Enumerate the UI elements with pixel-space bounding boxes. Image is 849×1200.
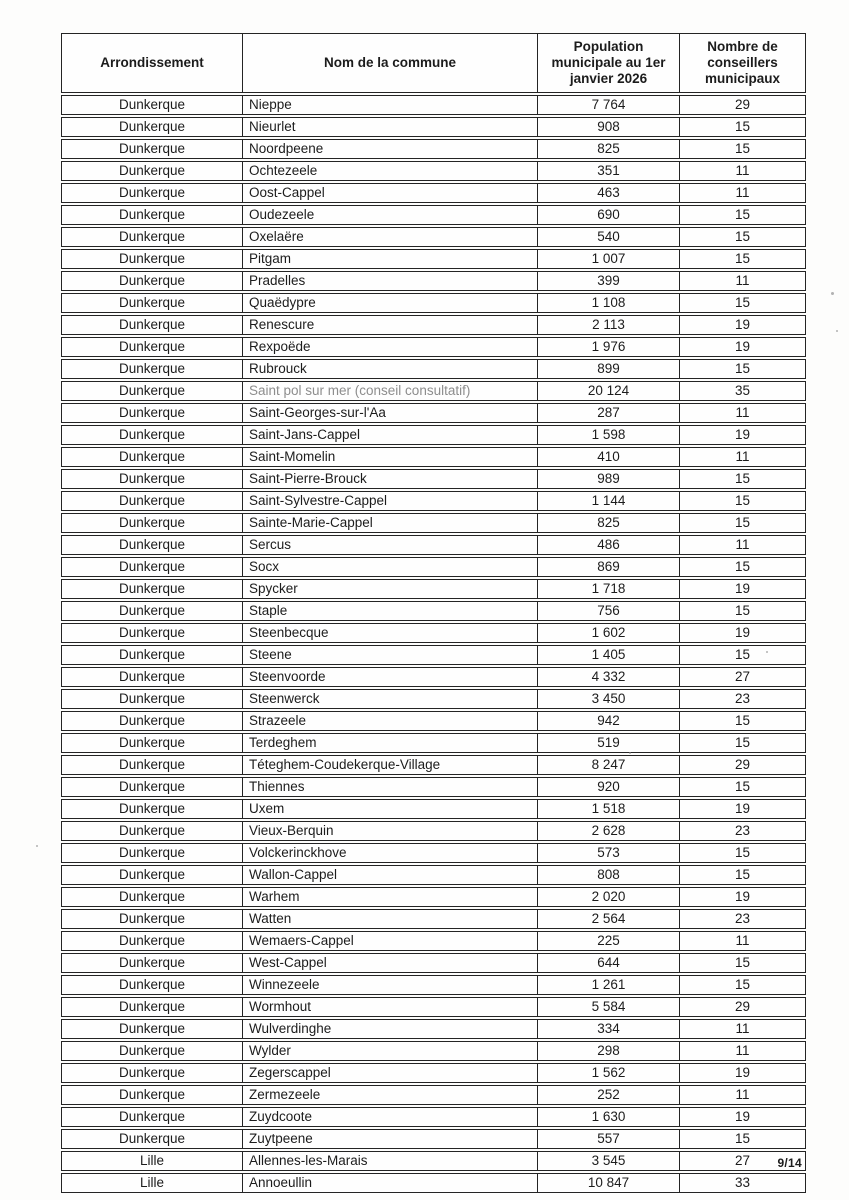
table-row [61,337,806,357]
table-header [61,33,806,93]
arrondissement-cell: Dunkerque [61,425,242,445]
arrondissement-cell: Dunkerque [61,887,242,907]
commune-cell: Oxelaëre [242,227,537,247]
conseillers-cell: 29 [679,95,806,115]
commune-cell: Saint-Jans-Cappel [242,425,537,445]
conseillers-cell: 27 [679,1151,806,1171]
table-row [61,777,806,797]
communes-table [61,31,806,1195]
conseillers-cell: 15 [679,645,806,665]
commune-cell: Uxem [242,799,537,819]
table-row [61,799,806,819]
arrondissement-cell: Dunkerque [61,755,242,775]
conseillers-cell: 15 [679,557,806,577]
commune-cell: Zuydcoote [242,1107,537,1127]
table-row [61,931,806,951]
conseillers-cell: 15 [679,205,806,225]
conseillers-cell: 11 [679,447,806,467]
table-row [61,1107,806,1127]
arrondissement-cell: Dunkerque [61,139,242,159]
arrondissement-cell: Dunkerque [61,601,242,621]
arrondissement-cell: Dunkerque [61,95,242,115]
population-cell: 942 [537,711,679,731]
table-row [61,1019,806,1039]
table-row [61,579,806,599]
population-cell: 1 602 [537,623,679,643]
arrondissement-cell: Dunkerque [61,865,242,885]
conseillers-cell: 19 [679,1063,806,1083]
population-cell: 644 [537,953,679,973]
scan-speck [831,292,834,295]
commune-cell: Pitgam [242,249,537,269]
commune-cell: Watten [242,909,537,929]
table-row [61,1041,806,1061]
table-row [61,227,806,247]
commune-cell: Allennes-les-Marais [242,1151,537,1171]
commune-cell: Zegerscappel [242,1063,537,1083]
conseillers-cell: 29 [679,997,806,1017]
population-cell: 1 405 [537,645,679,665]
column-header-conseillers: Nombre de conseillers municipaux [679,33,806,93]
commune-cell: Vieux-Berquin [242,821,537,841]
arrondissement-cell: Dunkerque [61,183,242,203]
commune-cell: Rubrouck [242,359,537,379]
conseillers-cell: 15 [679,865,806,885]
conseillers-cell: 19 [679,337,806,357]
conseillers-cell: 19 [679,799,806,819]
table-row [61,1151,806,1171]
conseillers-cell: 15 [679,953,806,973]
population-cell: 808 [537,865,679,885]
commune-cell: Noordpeene [242,139,537,159]
arrondissement-cell: Dunkerque [61,381,242,401]
population-cell: 756 [537,601,679,621]
arrondissement-cell: Dunkerque [61,931,242,951]
arrondissement-cell: Dunkerque [61,821,242,841]
conseillers-cell: 23 [679,909,806,929]
table-row [61,601,806,621]
population-cell: 989 [537,469,679,489]
conseillers-cell: 15 [679,227,806,247]
population-cell: 8 247 [537,755,679,775]
arrondissement-cell: Dunkerque [61,1019,242,1039]
conseillers-cell: 15 [679,293,806,313]
commune-cell: Ochtezeele [242,161,537,181]
conseillers-cell: 19 [679,887,806,907]
arrondissement-cell: Dunkerque [61,997,242,1017]
table-row [61,975,806,995]
table-row [61,535,806,555]
arrondissement-cell: Dunkerque [61,1063,242,1083]
conseillers-cell: 35 [679,381,806,401]
table-row [61,953,806,973]
arrondissement-cell: Dunkerque [61,645,242,665]
commune-cell: Wemaers-Cappel [242,931,537,951]
table-row [61,117,806,137]
arrondissement-cell: Dunkerque [61,1107,242,1127]
population-cell: 1 562 [537,1063,679,1083]
population-cell: 1 518 [537,799,679,819]
commune-cell: Saint pol sur mer (conseil consultatif) [242,381,537,401]
table-row [61,513,806,533]
population-cell: 825 [537,513,679,533]
commune-cell: Zermezeele [242,1085,537,1105]
commune-cell: Steenvoorde [242,667,537,687]
table-row [61,425,806,445]
commune-cell: Steenbecque [242,623,537,643]
population-cell: 1 108 [537,293,679,313]
conseillers-cell: 11 [679,535,806,555]
population-cell: 899 [537,359,679,379]
arrondissement-cell: Dunkerque [61,513,242,533]
arrondissement-cell: Dunkerque [61,249,242,269]
arrondissement-cell: Dunkerque [61,293,242,313]
population-cell: 1 261 [537,975,679,995]
table-row [61,667,806,687]
table-row [61,183,806,203]
column-header-population: Population municipale au 1er janvier 2026 [537,33,679,93]
conseillers-cell: 11 [679,403,806,423]
table-row [61,909,806,929]
population-cell: 225 [537,931,679,951]
population-cell: 557 [537,1129,679,1149]
table-body [61,95,806,1193]
commune-cell: Téteghem-Coudekerque-Village [242,755,537,775]
arrondissement-cell: Dunkerque [61,733,242,753]
arrondissement-cell: Dunkerque [61,227,242,247]
commune-cell: Sainte-Marie-Cappel [242,513,537,533]
scan-speck [836,330,838,332]
conseillers-cell: 15 [679,491,806,511]
population-cell: 1 630 [537,1107,679,1127]
table-row [61,469,806,489]
arrondissement-cell: Dunkerque [61,667,242,687]
population-cell: 825 [537,139,679,159]
table-row [61,205,806,225]
population-cell: 3 545 [537,1151,679,1171]
population-cell: 1 144 [537,491,679,511]
population-cell: 1 718 [537,579,679,599]
population-cell: 3 450 [537,689,679,709]
table-row [61,623,806,643]
conseillers-cell: 19 [679,425,806,445]
population-cell: 287 [537,403,679,423]
population-cell: 10 847 [537,1173,679,1193]
arrondissement-cell: Dunkerque [61,975,242,995]
table-row [61,865,806,885]
population-cell: 410 [537,447,679,467]
page-number: 9/14 [777,1156,802,1170]
conseillers-cell: 11 [679,1085,806,1105]
scan-speck [766,651,768,653]
population-cell: 920 [537,777,679,797]
arrondissement-cell: Dunkerque [61,117,242,137]
population-cell: 1 598 [537,425,679,445]
population-cell: 5 584 [537,997,679,1017]
conseillers-cell: 15 [679,117,806,137]
table-row [61,1085,806,1105]
commune-cell: Zuytpeene [242,1129,537,1149]
commune-cell: Volckerinckhove [242,843,537,863]
conseillers-cell: 11 [679,161,806,181]
commune-cell: Oost-Cappel [242,183,537,203]
table-row [61,161,806,181]
table-row [61,95,806,115]
population-cell: 1 007 [537,249,679,269]
conseillers-cell: 15 [679,711,806,731]
commune-cell: Winnezeele [242,975,537,995]
conseillers-cell: 19 [679,1107,806,1127]
population-cell: 4 332 [537,667,679,687]
conseillers-cell: 11 [679,931,806,951]
arrondissement-cell: Lille [61,1151,242,1171]
commune-cell: Rexpoëde [242,337,537,357]
table-row [61,997,806,1017]
arrondissement-cell: Dunkerque [61,1041,242,1061]
population-cell: 399 [537,271,679,291]
conseillers-cell: 29 [679,755,806,775]
arrondissement-cell: Dunkerque [61,535,242,555]
conseillers-cell: 23 [679,689,806,709]
commune-cell: Socx [242,557,537,577]
table-row [61,491,806,511]
commune-cell: Saint-Momelin [242,447,537,467]
table-row [61,887,806,907]
commune-cell: Saint-Georges-sur-l'Aa [242,403,537,423]
commune-cell: Oudezeele [242,205,537,225]
population-cell: 2 628 [537,821,679,841]
conseillers-cell: 15 [679,843,806,863]
table-row [61,293,806,313]
conseillers-cell: 19 [679,315,806,335]
arrondissement-cell: Dunkerque [61,1129,242,1149]
arrondissement-cell: Dunkerque [61,579,242,599]
population-cell: 1 976 [537,337,679,357]
arrondissement-cell: Dunkerque [61,909,242,929]
table-row [61,315,806,335]
table-row [61,139,806,159]
table-row [61,403,806,423]
commune-cell: Wylder [242,1041,537,1061]
table-row [61,381,806,401]
conseillers-cell: 15 [679,139,806,159]
conseillers-cell: 15 [679,249,806,269]
conseillers-cell: 15 [679,601,806,621]
arrondissement-cell: Dunkerque [61,161,242,181]
arrondissement-cell: Dunkerque [61,953,242,973]
conseillers-cell: 19 [679,623,806,643]
conseillers-cell: 11 [679,1019,806,1039]
population-cell: 2 564 [537,909,679,929]
population-cell: 252 [537,1085,679,1105]
column-header-arrondissement: Arrondissement [61,33,242,93]
table-row [61,557,806,577]
arrondissement-cell: Dunkerque [61,359,242,379]
commune-cell: Wallon-Cappel [242,865,537,885]
arrondissement-cell: Dunkerque [61,1085,242,1105]
commune-cell: Spycker [242,579,537,599]
commune-cell: Thiennes [242,777,537,797]
population-cell: 463 [537,183,679,203]
commune-cell: Annoeullin [242,1173,537,1193]
table-row [61,249,806,269]
header-row [61,33,806,93]
arrondissement-cell: Dunkerque [61,689,242,709]
table-row [61,271,806,291]
population-cell: 7 764 [537,95,679,115]
commune-cell: Staple [242,601,537,621]
population-cell: 351 [537,161,679,181]
arrondissement-cell: Dunkerque [61,799,242,819]
population-cell: 2 113 [537,315,679,335]
population-cell: 908 [537,117,679,137]
arrondissement-cell: Dunkerque [61,777,242,797]
commune-cell: Wormhout [242,997,537,1017]
arrondissement-cell: Dunkerque [61,491,242,511]
conseillers-cell: 19 [679,579,806,599]
commune-cell: Renescure [242,315,537,335]
table-row [61,733,806,753]
table-row [61,843,806,863]
commune-cell: Strazeele [242,711,537,731]
arrondissement-cell: Dunkerque [61,469,242,489]
conseillers-cell: 27 [679,667,806,687]
conseillers-cell: 15 [679,777,806,797]
conseillers-cell: 11 [679,1041,806,1061]
arrondissement-cell: Dunkerque [61,711,242,731]
table-row [61,359,806,379]
commune-cell: Warhem [242,887,537,907]
arrondissement-cell: Dunkerque [61,447,242,467]
arrondissement-cell: Dunkerque [61,403,242,423]
conseillers-cell: 11 [679,183,806,203]
table-row [61,711,806,731]
arrondissement-cell: Lille [61,1173,242,1193]
conseillers-cell: 15 [679,469,806,489]
scan-speck [36,845,38,847]
commune-cell: Quaëdypre [242,293,537,313]
conseillers-cell: 15 [679,1129,806,1149]
conseillers-cell: 15 [679,975,806,995]
population-cell: 540 [537,227,679,247]
population-cell: 519 [537,733,679,753]
arrondissement-cell: Dunkerque [61,557,242,577]
commune-cell: Saint-Sylvestre-Cappel [242,491,537,511]
table-row [61,1129,806,1149]
conseillers-cell: 33 [679,1173,806,1193]
commune-cell: Steene [242,645,537,665]
table-row [61,447,806,467]
commune-cell: Nieppe [242,95,537,115]
conseillers-cell: 15 [679,733,806,753]
column-header-commune: Nom de la commune [242,33,537,93]
table-row [61,1063,806,1083]
table-row [61,1173,806,1193]
population-cell: 486 [537,535,679,555]
conseillers-cell: 15 [679,513,806,533]
commune-cell: Steenwerck [242,689,537,709]
population-cell: 869 [537,557,679,577]
commune-cell: Saint-Pierre-Brouck [242,469,537,489]
population-cell: 690 [537,205,679,225]
arrondissement-cell: Dunkerque [61,271,242,291]
arrondissement-cell: Dunkerque [61,337,242,357]
scan-speck [629,752,631,754]
population-cell: 334 [537,1019,679,1039]
commune-cell: Wulverdinghe [242,1019,537,1039]
commune-cell: Sercus [242,535,537,555]
arrondissement-cell: Dunkerque [61,843,242,863]
conseillers-cell: 23 [679,821,806,841]
commune-cell: Pradelles [242,271,537,291]
conseillers-cell: 11 [679,271,806,291]
table-row [61,689,806,709]
population-cell: 298 [537,1041,679,1061]
arrondissement-cell: Dunkerque [61,315,242,335]
population-cell: 2 020 [537,887,679,907]
commune-cell: West-Cappel [242,953,537,973]
population-cell: 20 124 [537,381,679,401]
conseillers-cell: 15 [679,359,806,379]
table-row [61,821,806,841]
commune-cell: Nieurlet [242,117,537,137]
arrondissement-cell: Dunkerque [61,205,242,225]
commune-cell: Terdeghem [242,733,537,753]
arrondissement-cell: Dunkerque [61,623,242,643]
table-row [61,645,806,665]
population-cell: 573 [537,843,679,863]
table-row [61,755,806,775]
